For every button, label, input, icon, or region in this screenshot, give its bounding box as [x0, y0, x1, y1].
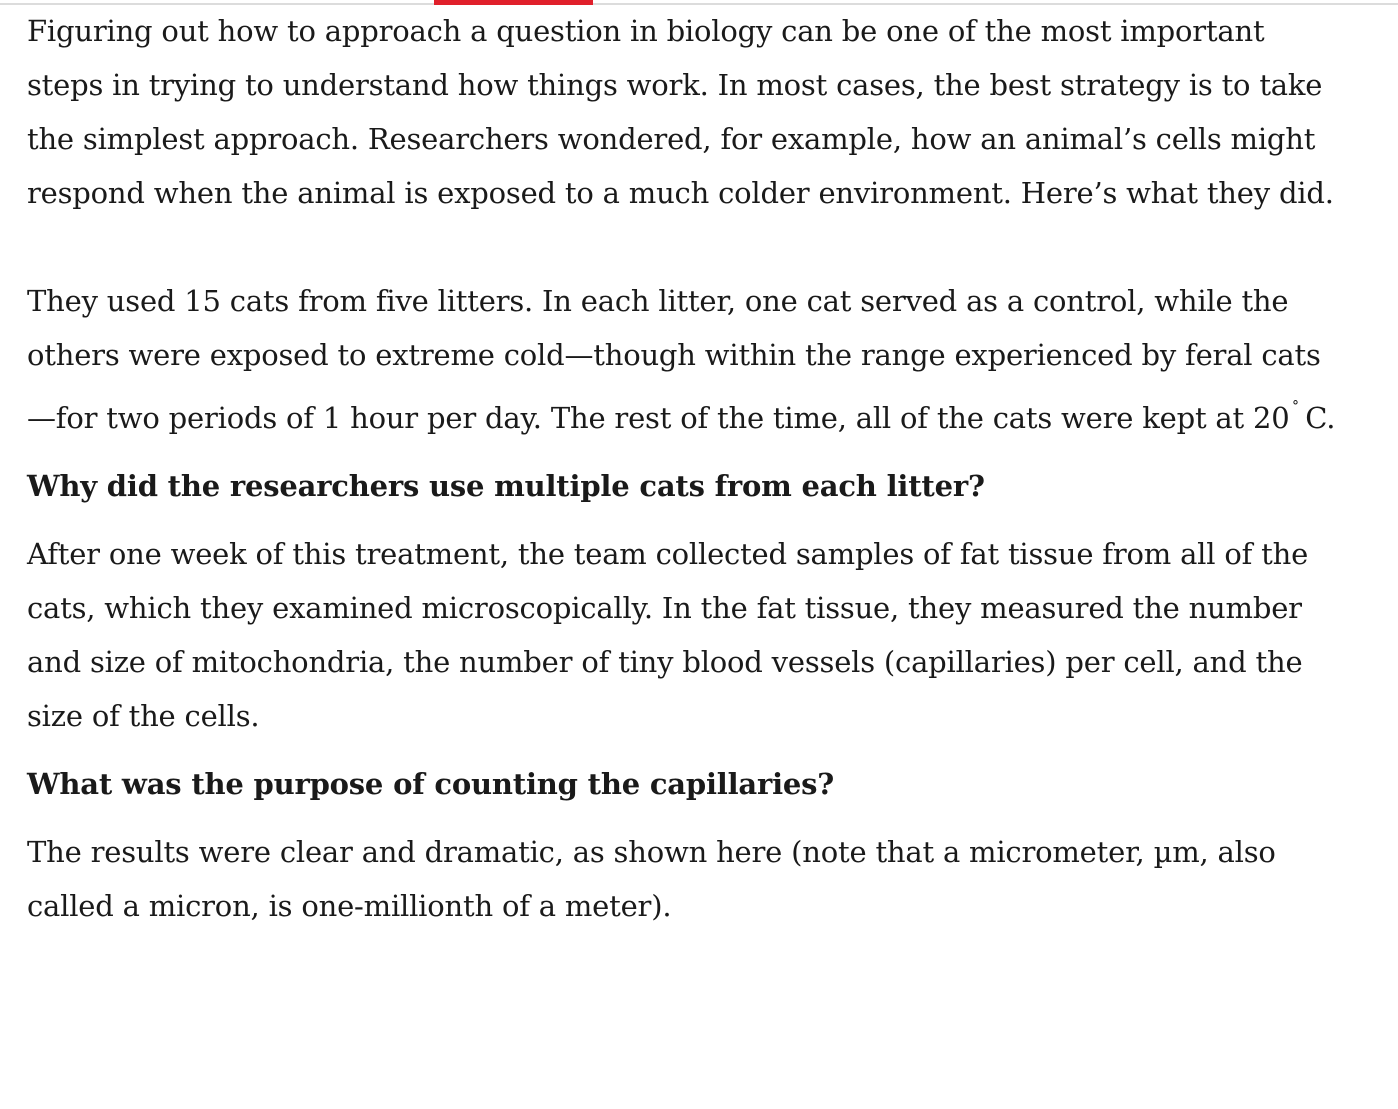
question-litter: Why did the researchers use multiple cats from each litter?	[27, 469, 985, 503]
degree-symbol: ˚	[1291, 399, 1300, 418]
question-capillaries: What was the purpose of counting the capillaries?	[27, 767, 835, 801]
paragraph-intro: Figuring out how to approach a question in biology can be one of the most important steps in trying to understand how things work. In most cases, the best strategy is to take the simplest approach. Researchers wondered, for example, how an animal’s cells might respond when the animal is exposed to a much colder environment. Here’s what they did.	[27, 14, 1334, 210]
article-body	[27, 4, 1337, 933]
paragraph-sampling: After one week of this treatment, the team collected samples of fat tissue from all of the cats, which they examined microscopically. In the fat tissue, they measured the number and size of mitochondria, the number of tiny blood vessels (capillaries) per cell, and the size of the cells.	[27, 537, 1309, 733]
paragraph-methods-text: They used 15 cats from five litters. In each litter, one cat served as a control, while the others were exposed to extreme cold—though within the range experienced by feral cats—for two periods of 1 hour per day. The rest of the time, all of the cats were kept at 20	[27, 284, 1321, 435]
paragraph-methods-unit: C.	[1305, 401, 1336, 435]
paragraph-methods	[27, 274, 1337, 445]
paragraph-results: The results were clear and dramatic, as shown here (note that a micrometer, µm, also called a micron, is one-millionth of a meter).	[27, 835, 1276, 923]
